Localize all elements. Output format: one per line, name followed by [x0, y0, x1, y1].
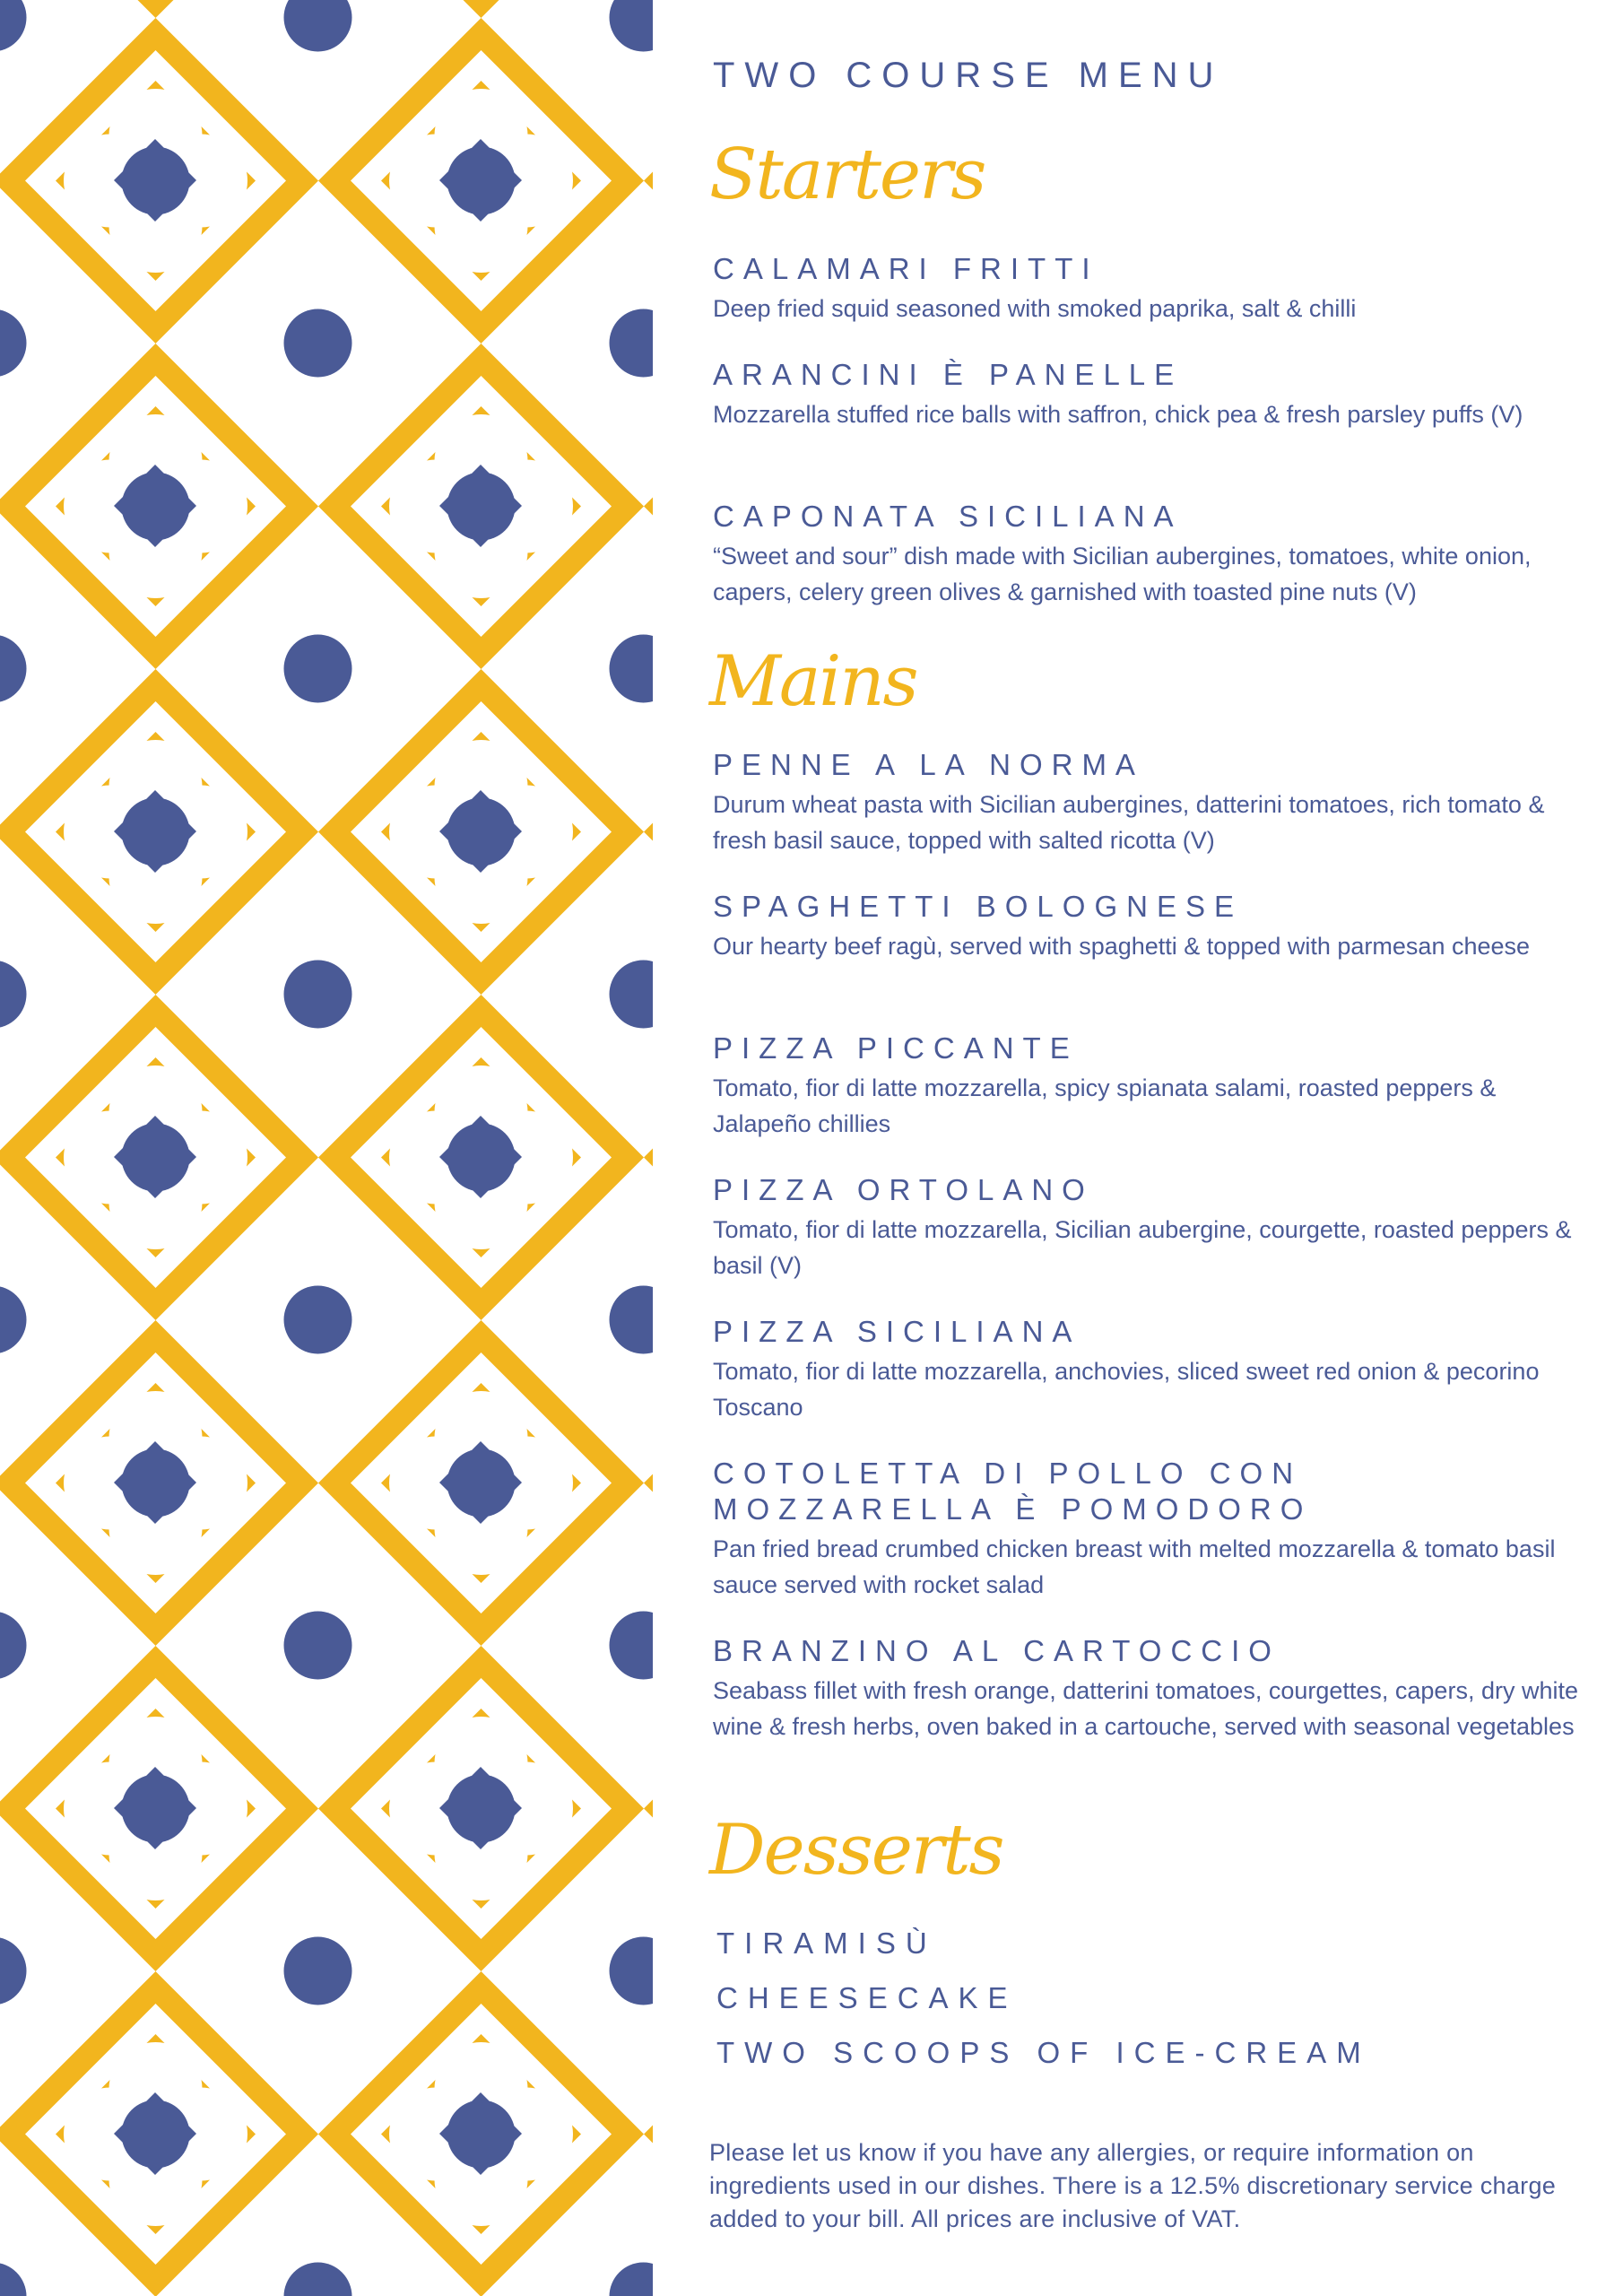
dish-name: ARANCINI È PANELLE — [713, 358, 1184, 391]
mains-heading: Mains — [709, 641, 917, 722]
dessert-tiramisu: TIRAMISÙ — [716, 1926, 937, 1960]
dish-pizza-ortolano — [713, 1172, 1583, 1283]
dish-description: “Sweet and sour” dish made with Sicilian aubergines, tomatoes, white onion, capers, celery green olives & garnished with toasted pine nuts (V) — [713, 543, 1532, 605]
dish-description: Tomato, fior di latte mozzarella, Sicilian aubergine, courgette, roasted peppers & basil (V) — [713, 1216, 1572, 1279]
dessert-ice-cream: TWO SCOOPS OF ICE-CREAM — [716, 2036, 1371, 2069]
dish-name: BRANZINO AL CARTOCCIO — [713, 1634, 1280, 1667]
menu-content — [709, 0, 1583, 2296]
tile-pattern — [0, 0, 653, 2296]
dish-pizza-siciliana — [713, 1314, 1583, 1425]
dish-name: PIZZA SICILIANA — [713, 1315, 1081, 1348]
dish-arancini-e-panelle — [713, 357, 1583, 432]
dish-caponata-siciliana — [713, 499, 1583, 610]
menu-title: TWO COURSE MENU — [713, 56, 1224, 95]
dish-description: Tomato, fior di latte mozzarella, spicy spianata salami, roasted peppers & Jalapeño chillies — [713, 1074, 1497, 1137]
dish-pizza-piccante — [713, 1031, 1583, 1142]
dish-description: Durum wheat pasta with Sicilian aubergines, datterini tomatoes, rich tomato & fresh basil sauce, topped with salted ricotta (V) — [713, 791, 1545, 854]
dish-branzino-al-cartoccio — [713, 1633, 1583, 1744]
dish-penne-a-la-norma — [713, 747, 1583, 858]
dish-name: CALAMARI FRITTI — [713, 252, 1099, 285]
dish-name: PIZZA ORTOLANO — [713, 1173, 1094, 1206]
dish-description: Our hearty beef ragù, served with spaghetti & topped with parmesan cheese — [713, 933, 1531, 960]
dish-description: Mozzarella stuffed rice balls with saffron, chick pea & fresh parsley puffs (V) — [713, 401, 1523, 428]
dish-cotoletta-di-pollo — [713, 1456, 1583, 1603]
dish-name: CAPONATA SICILIANA — [713, 500, 1183, 533]
dish-description: Seabass fillet with fresh orange, datterini tomatoes, courgettes, capers, dry white wine & fresh herbs, oven baked in a cartouche, served with seasonal vegetables — [713, 1677, 1578, 1740]
dish-name: COTOLETTA DI POLLO CON MOZZARELLA È POMODORO — [713, 1457, 1313, 1526]
dish-name: PIZZA PICCANTE — [713, 1031, 1079, 1065]
allergy-service-note: Please let us know if you have any allergies, or require information on ingredients used in our dishes. There is a 12.5% discretionary service charge added to your bill. All prices are inclusive of VAT. — [709, 2139, 1557, 2232]
starters-heading: Starters — [709, 135, 985, 215]
dish-description: Pan fried bread crumbed chicken breast with melted mozzarella & tomato basil sauce served with rocket salad — [713, 1535, 1556, 1598]
dessert-cheesecake: CHEESECAKE — [716, 1981, 1018, 2014]
dish-description: Deep fried squid seasoned with smoked paprika, salt & chilli — [713, 295, 1357, 322]
desserts-heading: Desserts — [709, 1810, 1003, 1891]
dish-spaghetti-bolognese — [713, 889, 1583, 964]
dish-name: PENNE A LA NORMA — [713, 748, 1144, 781]
dish-calamari-fritti — [713, 251, 1583, 326]
dish-description: Tomato, fior di latte mozzarella, anchovies, sliced sweet red onion & pecorino Toscano — [713, 1358, 1540, 1421]
dish-name: SPAGHETTI BOLOGNESE — [713, 890, 1243, 923]
